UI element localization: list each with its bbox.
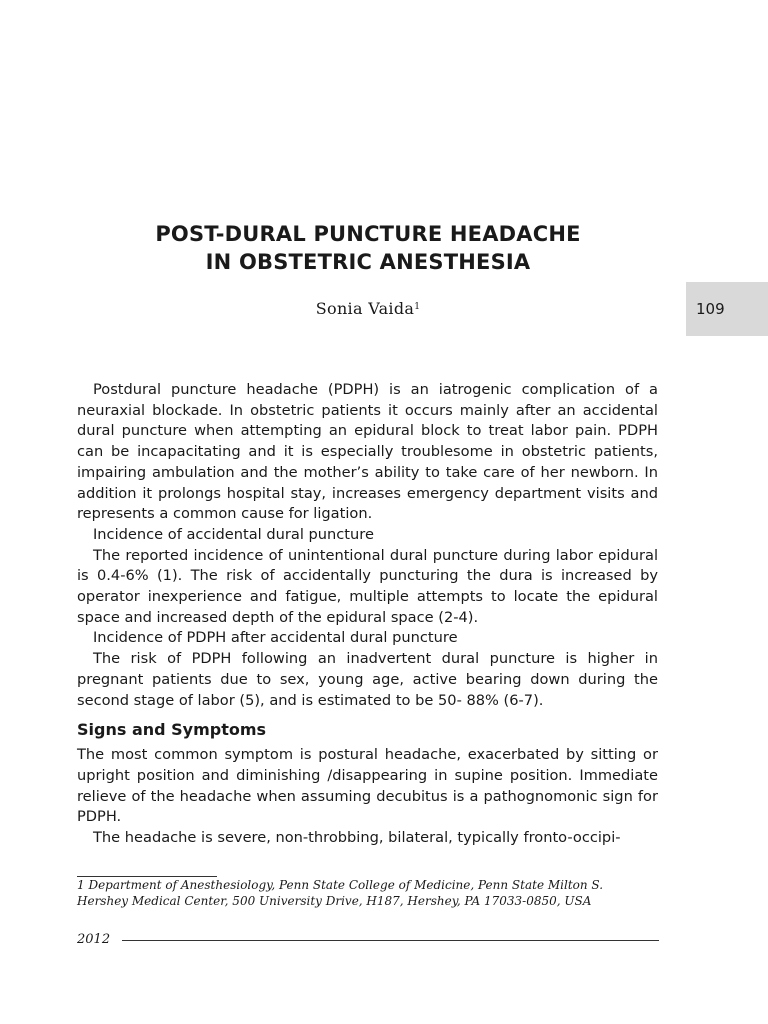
subheading-incidence-pdph: Incidence of PDPH after accidental dural puncture [93, 629, 458, 647]
footnote-divider [77, 876, 217, 877]
footer-rule [122, 940, 659, 941]
page-number-tab [686, 282, 768, 336]
footnote [77, 878, 667, 909]
page-number: 109 [696, 300, 725, 318]
paragraph-risk: The risk of PDPH following an inadvertent dural puncture is higher in pregnant patients due to sex, young age, active bearing down during the second stage of labor (5), and is estimated to be 50- 88% (6-7). [77, 650, 658, 709]
footnote-line-1: 1 Department of Anesthesiology, Penn State College of Medicine, Penn State Milton S. [77, 878, 604, 892]
footnote-line-2: Hershey Medical Center, 500 University Drive, H187, Hershey, PA 17033-0850, USA [77, 893, 592, 908]
page-footer [77, 930, 659, 950]
author-affiliation-mark: 1 [414, 302, 421, 312]
subheading-incidence-dural-puncture: Incidence of accidental dural puncture [93, 525, 374, 543]
paragraph-symptoms: The most common symptom is postural headache, exacerbated by sitting or upright position and diminishing /disappearing in supine position. Immediate relieve of the headache when assuming decubitus is a pathognomonic sign for PDPH. [77, 746, 658, 826]
paragraph-incidence: The reported incidence of unintentional dural puncture during labor epidural is 0.4-6% (1). The risk of accidentally puncturing the dura is increased by operator inexperience and fatigue, multiple attempts to locate the epidural space and increased depth of the epidural space (2-4). [77, 546, 658, 626]
title-line-2: IN OBSTETRIC ANESTHESIA [205, 250, 531, 274]
author-name: Sonia Vaida [315, 299, 415, 318]
footer-year: 2012 [77, 932, 111, 947]
article-body [77, 380, 658, 849]
article-title [0, 220, 736, 276]
title-line-1: POST-DURAL PUNCTURE HEADACHE [155, 222, 581, 246]
paragraph-intro: Postdural puncture headache (PDPH) is an iatrogenic complication of a neuraxial blockade. In obstetric patients it occurs mainly after an accidental dural puncture when attempting an epidural block to treat labor pain. PDPH can be incapacitating and it is especially troublesome in obstetric patients, impairing ambulation and the mother’s ability to take care of her newborn. In addition it prolongs hospital stay, increases emergency department visits and represents a common cause for ligation. [77, 381, 658, 523]
author-byline [0, 298, 736, 320]
section-heading-signs-symptoms: Signs and Symptoms [77, 720, 267, 740]
paragraph-headache: The headache is severe, non-throbbing, bilateral, typically fronto-occipi- [93, 829, 621, 847]
